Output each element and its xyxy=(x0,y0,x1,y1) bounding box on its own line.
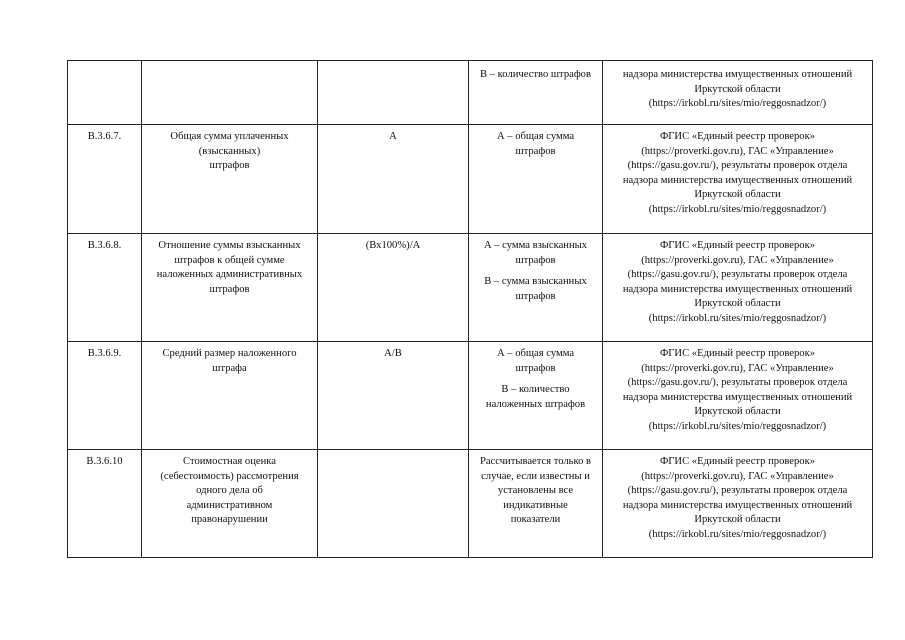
table-body xyxy=(68,61,873,558)
data-source-cell xyxy=(603,61,873,125)
paragraph-gap xyxy=(472,376,599,383)
variable-line: В – количество штрафов xyxy=(480,69,591,80)
variable-line: В – сумма взысканных xyxy=(484,276,587,288)
variable-line: А – общая сумма xyxy=(496,131,575,142)
indicator-name-cell xyxy=(142,125,318,234)
variables-cell xyxy=(469,342,603,450)
indicator-code-cell: В.3.6.9. xyxy=(68,342,142,450)
source-line: (https://proverki.gov.ru), ГАС «Управление» xyxy=(641,362,834,374)
name-line: штрафов xyxy=(209,283,250,295)
source-line: Иркутской области xyxy=(694,83,781,95)
formula-cell xyxy=(318,450,469,558)
table-row xyxy=(68,125,873,234)
name-line: административном xyxy=(186,499,273,511)
indicator-code-cell: В.3.6.10 xyxy=(68,450,142,558)
indicator-code-cell xyxy=(68,61,142,125)
name-line: Отношение суммы взысканных xyxy=(158,240,301,251)
source-line: (https://irkobl.ru/sites/mio/reggosnadzor/) xyxy=(648,420,827,432)
source-line: (https://gasu.gov.ru/), результаты проверок отдела xyxy=(627,160,848,172)
variables-cell xyxy=(469,450,603,558)
paragraph-gap xyxy=(472,268,599,275)
indicator-name-cell xyxy=(142,342,318,450)
name-line: Стоимостная оценка xyxy=(183,456,276,467)
variable-line: А – общая сумма xyxy=(496,348,575,359)
name-line: одного дела об xyxy=(196,485,263,497)
indicator-name-cell xyxy=(142,61,318,125)
variable-line: установлены все xyxy=(497,485,574,497)
name-line: штрафа xyxy=(212,362,247,374)
formula-cell: А/В xyxy=(318,342,469,450)
table-row xyxy=(68,234,873,342)
data-source-cell xyxy=(603,450,873,558)
variable-line: штрафов xyxy=(515,145,556,157)
source-line: надзора министерства имущественных отношений xyxy=(622,69,853,80)
source-line: надзора министерства имущественных отношений xyxy=(622,391,853,403)
table-row xyxy=(68,450,873,558)
source-line: (https://gasu.gov.ru/), результаты проверок отдела xyxy=(627,485,848,497)
variable-line: В – количество xyxy=(501,384,570,396)
data-source-cell xyxy=(603,125,873,234)
source-line: (https://gasu.gov.ru/), результаты проверок отдела xyxy=(627,377,848,389)
source-line: ФГИС «Единый реестр проверок» xyxy=(659,131,816,142)
name-line: штрафов к общей сумме xyxy=(174,254,285,266)
variables-cell xyxy=(469,125,603,234)
source-line: ФГИС «Единый реестр проверок» xyxy=(659,240,816,251)
variable-line: индикативные xyxy=(503,499,568,511)
formula-cell: А xyxy=(318,125,469,234)
variable-line: штрафов xyxy=(515,254,556,266)
name-line: правонарушении xyxy=(191,514,268,526)
name-line: Средний размер наложенного xyxy=(162,348,297,359)
variables-cell xyxy=(469,234,603,342)
formula-cell xyxy=(318,61,469,125)
name-line: Общая сумма уплаченных xyxy=(170,131,289,142)
variables-cell xyxy=(469,61,603,125)
variable-line: Рассчитывается только в xyxy=(479,456,592,467)
name-line: (себестоимость) рассмотрения xyxy=(160,470,299,482)
data-source-cell xyxy=(603,234,873,342)
source-line: надзора министерства имущественных отношений xyxy=(622,499,853,511)
data-source-cell xyxy=(603,342,873,450)
indicator-name-cell xyxy=(142,450,318,558)
name-line: штрафов xyxy=(209,160,250,172)
source-line: (https://proverki.gov.ru), ГАС «Управление» xyxy=(641,254,834,266)
source-line: ФГИС «Единый реестр проверок» xyxy=(659,456,816,467)
source-line: надзора министерства имущественных отношений xyxy=(622,283,853,295)
variable-line: наложенных штрафов xyxy=(485,398,586,410)
source-line: (https://irkobl.ru/sites/mio/reggosnadzor/) xyxy=(648,203,827,215)
table-row xyxy=(68,61,873,125)
source-line: (https://irkobl.ru/sites/mio/reggosnadzor/) xyxy=(648,98,827,110)
source-line: надзора министерства имущественных отношений xyxy=(622,174,853,186)
source-line: (https://proverki.gov.ru), ГАС «Управление» xyxy=(641,470,834,482)
variable-line: А – сумма взысканных xyxy=(483,240,588,251)
source-line: Иркутской области xyxy=(694,514,781,526)
name-line: (взысканных) xyxy=(198,145,261,157)
indicator-name-cell xyxy=(142,234,318,342)
source-line: Иркутской области xyxy=(694,298,781,310)
indicator-code-cell: В.3.6.8. xyxy=(68,234,142,342)
indicators-table xyxy=(67,60,873,558)
variable-line: штрафов xyxy=(515,290,556,302)
name-line: наложенных административных xyxy=(156,269,303,281)
variable-line: штрафов xyxy=(515,362,556,374)
source-line: (https://proverki.gov.ru), ГАС «Управление» xyxy=(641,145,834,157)
source-line: Иркутской области xyxy=(694,406,781,418)
formula-cell: (Вх100%)/А xyxy=(318,234,469,342)
source-line: Иркутской области xyxy=(694,189,781,201)
indicator-code-cell: В.3.6.7. xyxy=(68,125,142,234)
source-line: (https://gasu.gov.ru/), результаты проверок отдела xyxy=(627,269,848,281)
source-line: ФГИС «Единый реестр проверок» xyxy=(659,348,816,359)
variable-line: случае, если известны и xyxy=(481,470,590,482)
variable-line: показатели xyxy=(510,514,561,526)
source-line: (https://irkobl.ru/sites/mio/reggosnadzor/) xyxy=(648,312,827,324)
table-row xyxy=(68,342,873,450)
source-line: (https://irkobl.ru/sites/mio/reggosnadzor/) xyxy=(648,528,827,540)
